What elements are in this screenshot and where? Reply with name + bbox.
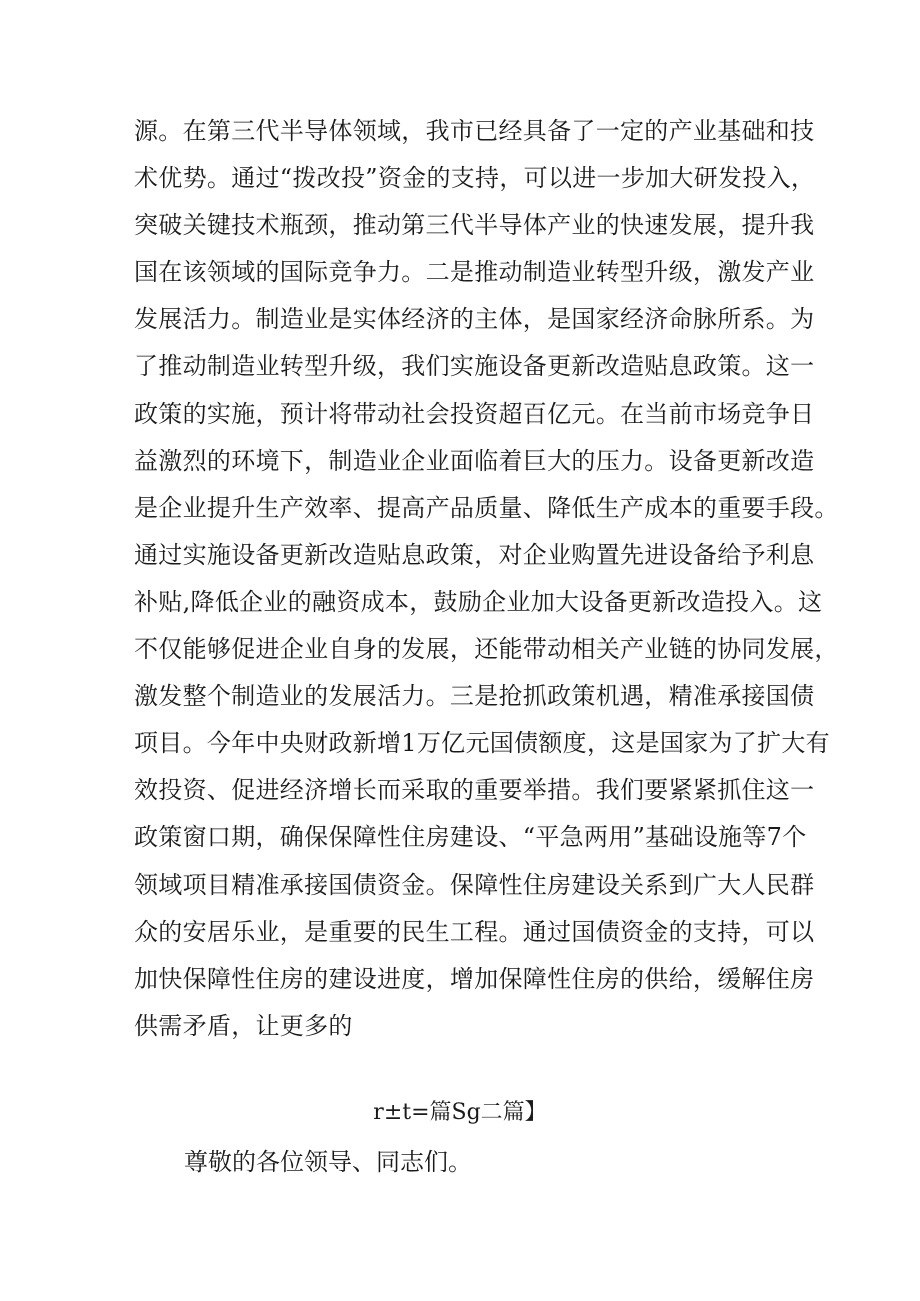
body-paragraph — [134, 108, 839, 1050]
paragraph-line: 众的安居乐业，是重要的民生工程。通过国债资金的支持，可以 — [134, 917, 815, 946]
paragraph-line: 术优势。通过“拨改投”资金的支持，可以进一步加大研发投入， — [134, 164, 816, 193]
paragraph-line: 政策窗口期，确保保障性住房建设、“平急两用”基础设施等7个 — [134, 823, 807, 852]
paragraph-line: 激发整个制造业的发展活力。三是抢抓政策机遇，精准承接国债 — [134, 682, 815, 711]
paragraph-line: 了推动制造业转型升级，我们实施设备更新改造贴息政策。这一 — [134, 352, 815, 381]
paragraph-line: 源。在第三代半导体领域，我市已经具备了一定的产业基础和技 — [134, 117, 815, 145]
paragraph-line: 项目。今年中央财政新增1万亿元国债额度，这是国家为了扩大有 — [134, 729, 830, 758]
paragraph-line: 补贴,降低企业的融资成本，鼓励企业加大设备更新改造投入。这 — [134, 587, 823, 616]
section-heading: r±t=篇Sg二篇】 — [373, 1100, 547, 1125]
paragraph-line: 是企业提升生产效率、提高产品质量、降低生产成本的重要手段。 — [134, 493, 839, 522]
paragraph-line: 加快保障性住房的建设进度，增加保障性住房的供给，缓解住房 — [134, 964, 815, 993]
paragraph-line: 不仅能够促进企业自身的发展，还能带动相关产业链的协同发展， — [134, 635, 839, 664]
paragraph-line: 益激烈的环境下，制造业企业面临着巨大的压力。设备更新改造 — [134, 446, 815, 475]
paragraph-line: 突破关键技术瓶颈，推动第三代半导体产业的快速发展，提升我 — [134, 211, 815, 240]
salutation-line: 尊敬的各位领导、同志们。 — [184, 1148, 472, 1176]
paragraph-line: 供需矛盾，让更多的 — [134, 1011, 353, 1040]
paragraph-line: 通过实施设备更新改造贴息政策，对企业购置先进设备给予利息 — [134, 540, 815, 569]
paragraph-line: 效投资、促进经济增长而采取的重要举措。我们要紧紧抓住这一 — [134, 776, 815, 805]
paragraph-line: 发展活力。制造业是实体经济的主体，是国家经济命脉所系。为 — [134, 305, 815, 334]
paragraph-line: 政策的实施，预计将带动社会投资超百亿元。在当前市场竞争日 — [134, 399, 815, 428]
paragraph-line: 国在该领域的国际竞争力。二是推动制造业转型升级，激发产业 — [134, 258, 815, 287]
paragraph-line: 领域项目精准承接国债资金。保障性住房建设关系到广大人民群 — [134, 870, 815, 899]
